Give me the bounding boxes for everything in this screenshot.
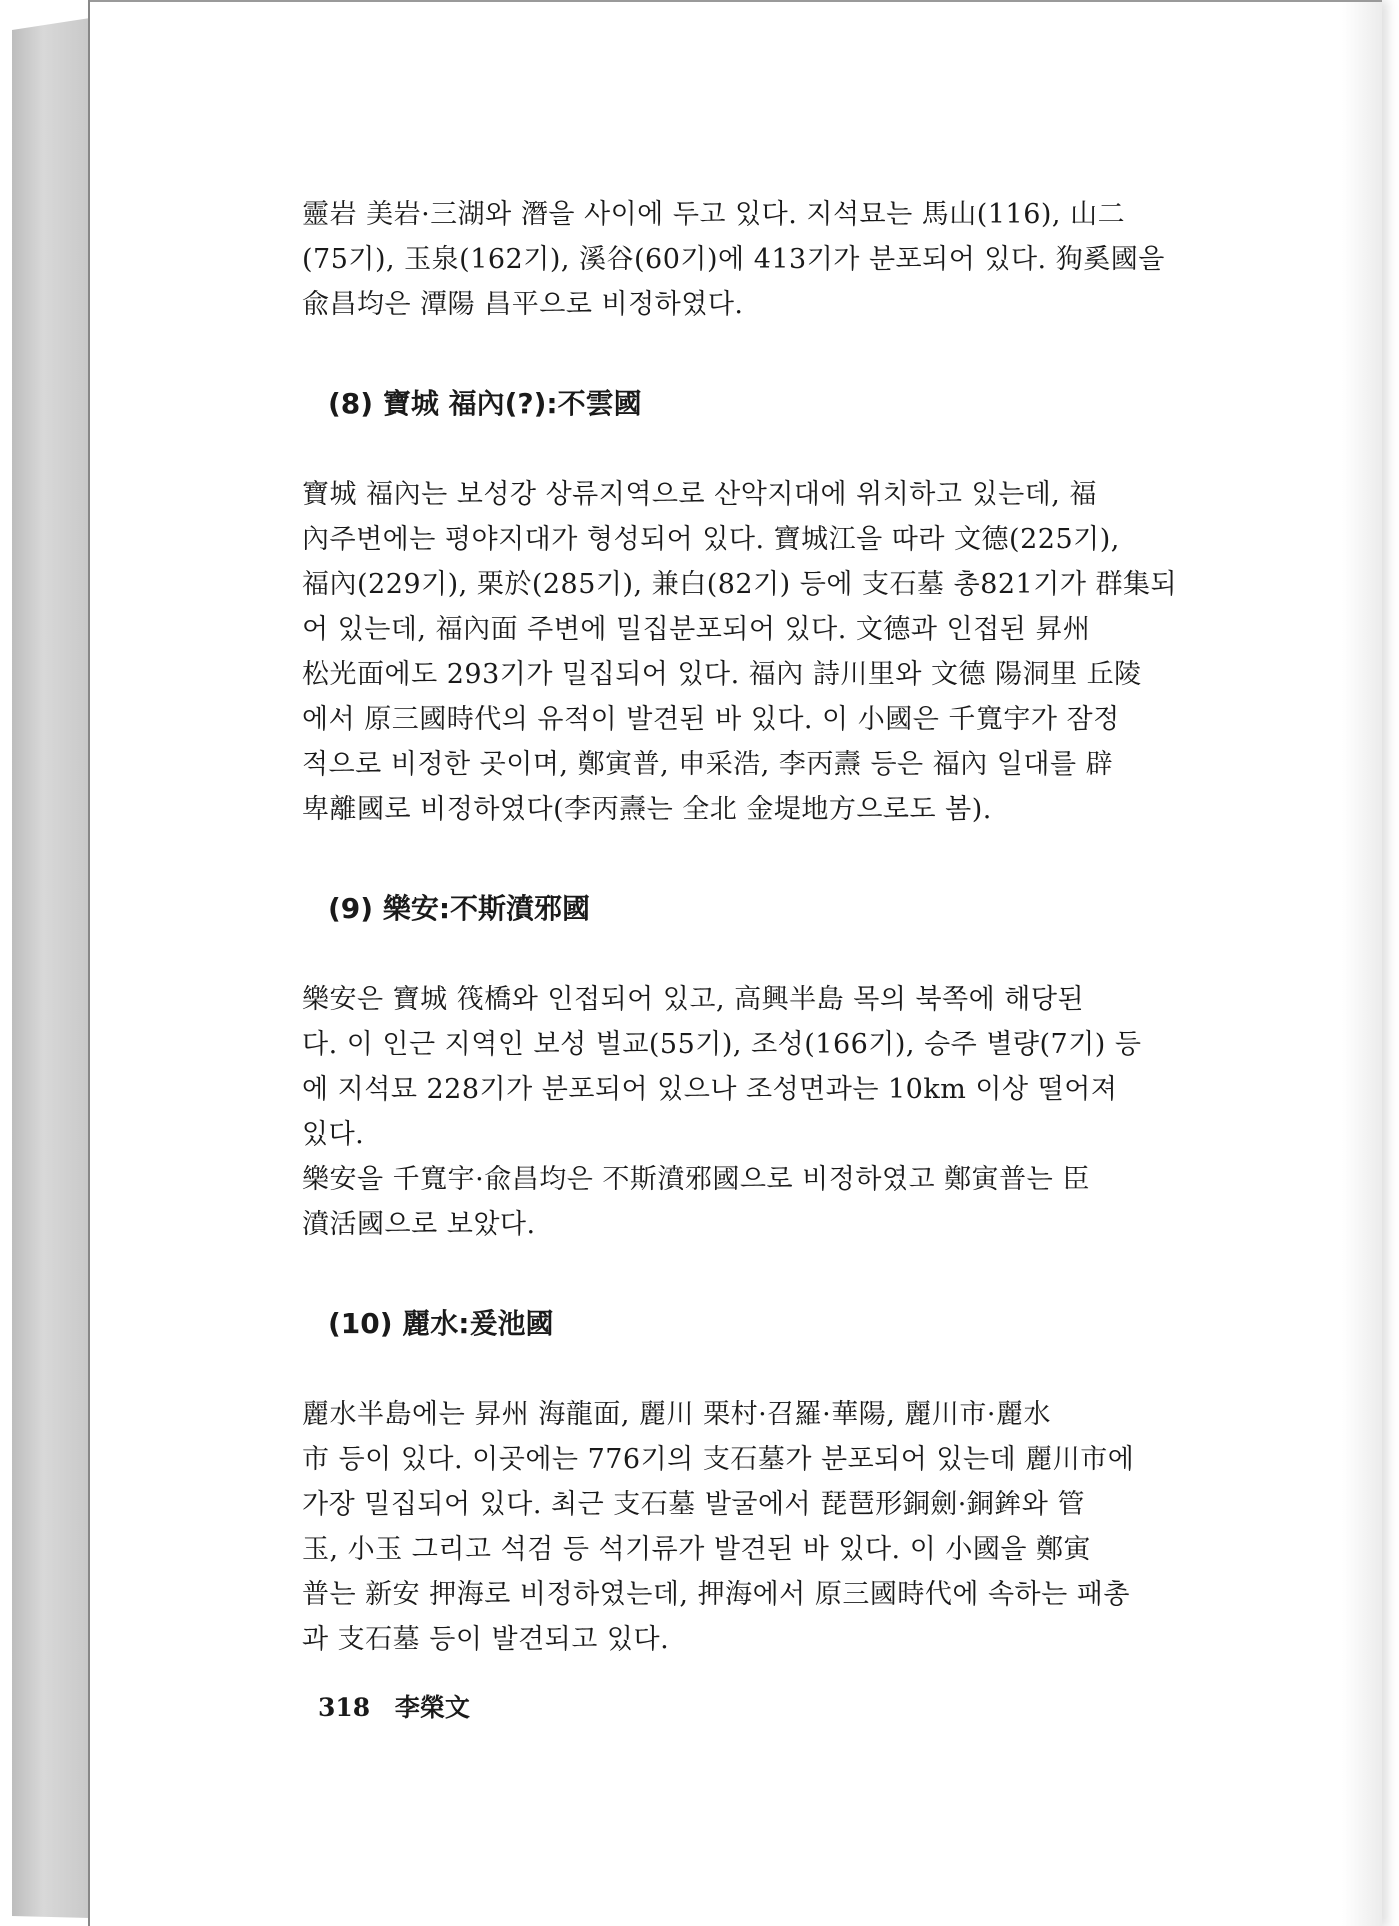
page-number: 318	[318, 1693, 371, 1722]
text-line: 있다.	[302, 1119, 365, 1150]
text-line: 다. 이 인근 지역인 보성 벌교(55기), 조성(166기), 승주 별량(7기) 등	[302, 1029, 1142, 1060]
section-heading-9: (9) 樂安:不斯濆邪國	[328, 892, 591, 925]
page	[90, 0, 1382, 1926]
page-content	[302, 192, 1362, 1662]
paragraph-yeosu	[302, 1392, 1362, 1662]
text-line: 濆活國으로 보았다.	[302, 1209, 536, 1240]
text-line: 松光面에도 293기가 밀집되어 있다. 福內 詩川里와 文德 陽洞里 丘陵	[302, 659, 1142, 690]
text-line: 普는 新安 押海로 비정하였는데, 押海에서 原三國時代에 속하는 패총	[302, 1579, 1130, 1610]
paragraph-nakan	[302, 977, 1362, 1247]
text-line: 樂安을 千寬宇·兪昌均은 不斯濆邪國으로 비정하였고 鄭寅普는 臣	[302, 1164, 1090, 1195]
text-line: 市 등이 있다. 이곳에는 776기의 支石墓가 분포되어 있는데 麗川市에	[302, 1444, 1135, 1475]
text-line: (75기), 玉泉(162기), 溪谷(60기)에 413기가 분포되어 있다. 狗奚國을	[302, 244, 1165, 275]
text-line: 에서 原三國時代의 유적이 발견된 바 있다. 이 小國은 千寬宇가 잠정	[302, 704, 1120, 735]
text-line: 에 지석묘 228기가 분포되어 있으나 조성면과는 10km 이상 떨어져	[302, 1074, 1118, 1105]
paragraph-boseong	[302, 472, 1362, 832]
author-name: 李榮文	[394, 1693, 470, 1722]
paragraph-intro	[302, 192, 1362, 327]
text-line: 靈岩 美岩·三湖와 潛을 사이에 두고 있다. 지석묘는 馬山(116), 山二	[302, 199, 1126, 230]
text-line: 麗水半島에는 昇州 海龍面, 麗川 栗村·召羅·華陽, 麗川市·麗水	[302, 1399, 1051, 1430]
text-line: 樂安은 寶城 筏橋와 인접되어 있고, 高興半島 목의 북쪽에 해당된	[302, 984, 1085, 1015]
text-line: 福內(229기), 栗於(285기), 兼白(82기) 등에 支石墓 총821기가 群集되	[302, 569, 1178, 600]
text-line: 가장 밀집되어 있다. 최근 支石墓 발굴에서 琵琶形銅劍·銅鉾와 管	[302, 1489, 1085, 1520]
text-line: 과 支石墓 등이 발견되고 있다.	[302, 1624, 670, 1655]
text-line: 玉, 小玉 그리고 석검 등 석기류가 발견된 바 있다. 이 小國을 鄭寅	[302, 1534, 1092, 1565]
section-heading-8: (8) 寶城 福內(?):不雲國	[328, 387, 642, 420]
book-spine	[12, 18, 90, 1918]
text-line: 兪昌均은 潭陽 昌平으로 비정하였다.	[302, 289, 744, 320]
text-line: 寶城 福內는 보성강 상류지역으로 산악지대에 위치하고 있는데, 福	[302, 479, 1097, 510]
text-line: 적으로 비정한 곳이며, 鄭寅普, 申采浩, 李丙燾 등은 福內 일대를 辟	[302, 749, 1114, 780]
section-heading-10: (10) 麗水:爰池國	[328, 1307, 554, 1340]
text-line: 內주변에는 평야지대가 형성되어 있다. 寶城江을 따라 文德(225기),	[302, 524, 1120, 555]
text-line: 卑離國로 비정하였다(李丙燾는 全北 金堤地方으로도 봄).	[302, 794, 992, 825]
page-footer	[318, 1688, 470, 1724]
text-line: 어 있는데, 福內面 주변에 밀집분포되어 있다. 文德과 인접된 昇州	[302, 614, 1091, 645]
